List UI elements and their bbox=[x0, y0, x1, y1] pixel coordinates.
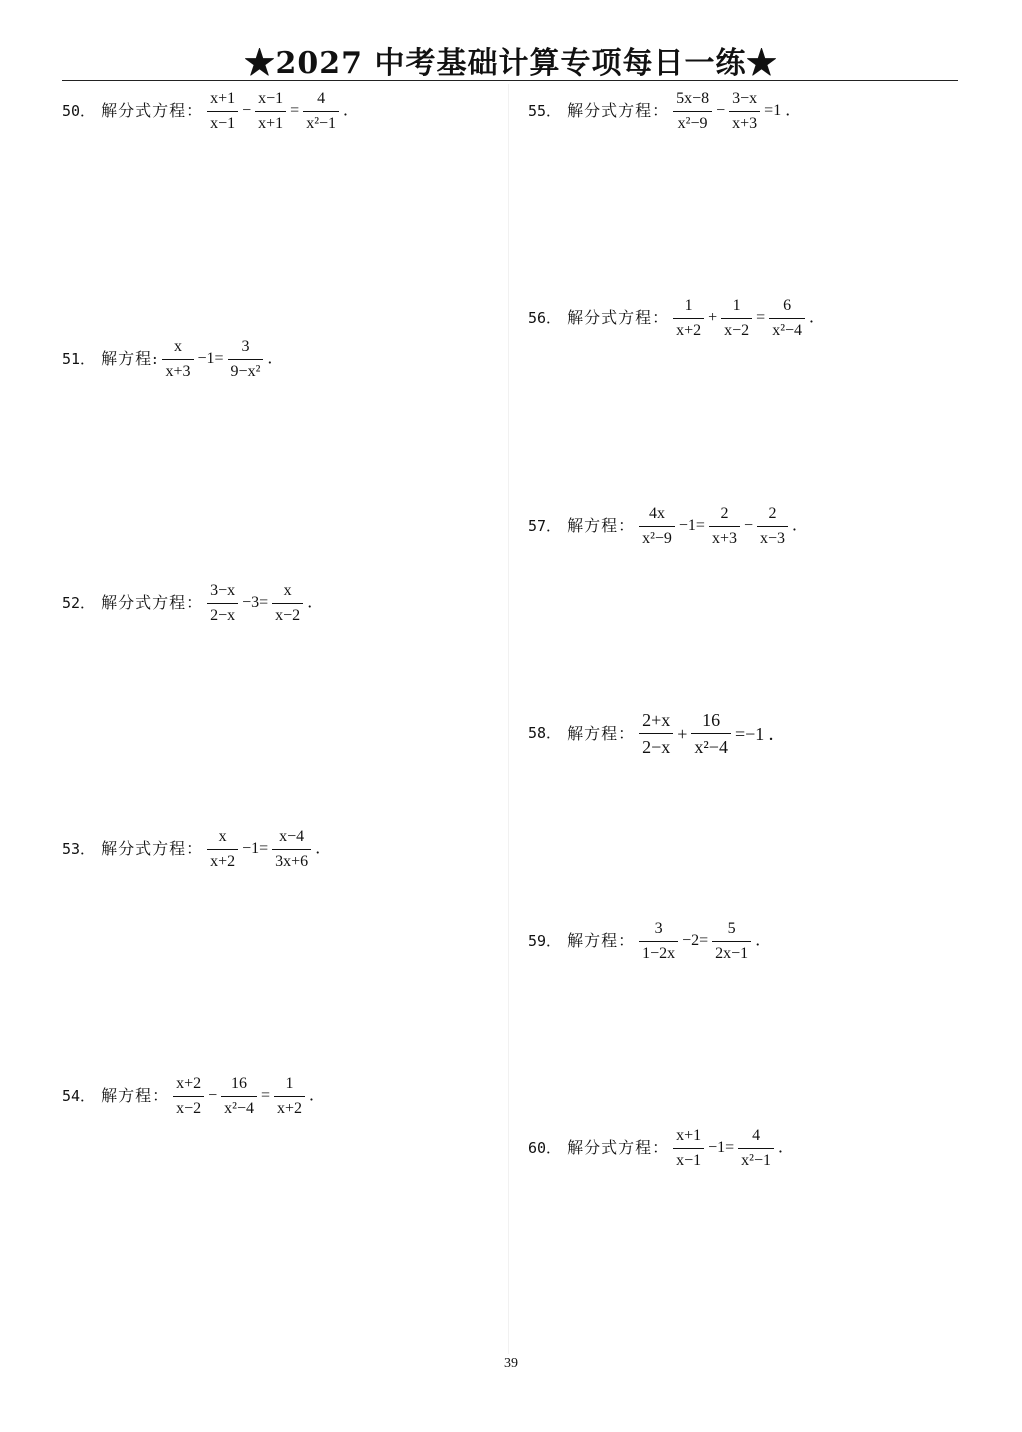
problem-number: 60． bbox=[528, 1138, 562, 1157]
equation bbox=[205, 826, 333, 872]
operator: = bbox=[290, 102, 300, 120]
fraction: $\frac{2}{x-3}$ bbox=[757, 503, 788, 549]
period: ． bbox=[315, 840, 332, 858]
problem-55 bbox=[528, 88, 803, 134]
fraction: $\frac{3-x}{x+3}$ bbox=[729, 88, 760, 134]
problem-number: 53． bbox=[62, 839, 96, 858]
equation bbox=[637, 708, 788, 760]
problem-instruction: 解分式方程： bbox=[101, 101, 204, 121]
problem-54 bbox=[62, 1073, 327, 1119]
problem-instruction: 解分式方程： bbox=[567, 308, 670, 328]
operator: −1= bbox=[678, 517, 705, 535]
problem-instruction: 解方程: bbox=[101, 349, 159, 369]
fraction: $\frac{1}{x+2}$ bbox=[673, 295, 704, 341]
operator: − bbox=[242, 102, 252, 120]
period: ． bbox=[309, 1087, 326, 1105]
period: ． bbox=[809, 309, 826, 327]
period: ． bbox=[768, 723, 787, 744]
equation bbox=[671, 1125, 796, 1171]
period: ． bbox=[785, 102, 802, 120]
problem-number: 58． bbox=[528, 724, 562, 743]
fraction: $\frac{4x}{\text{x²−9}}$ bbox=[639, 503, 675, 549]
problem-instruction: 解分式方程： bbox=[567, 101, 670, 121]
problem-56 bbox=[528, 295, 827, 341]
equation bbox=[205, 88, 361, 134]
fraction: $\frac{x+2}{x-2}$ bbox=[173, 1073, 204, 1119]
period: ． bbox=[267, 350, 284, 368]
fraction: $\frac{3}{\text{9−x²}}$ bbox=[228, 336, 264, 382]
fraction: $\frac{x-4}{3x+6}$ bbox=[272, 826, 311, 872]
period: ． bbox=[792, 517, 809, 535]
fraction: $\frac{3-x}{2-x}$ bbox=[207, 580, 238, 626]
operator: =−1 bbox=[734, 723, 765, 744]
problem-instruction: 解方程： bbox=[101, 1086, 170, 1106]
operator: − bbox=[743, 517, 754, 535]
problem-58 bbox=[528, 708, 788, 760]
operator: + bbox=[677, 723, 688, 744]
operator: −2= bbox=[682, 932, 709, 950]
problem-50 bbox=[62, 88, 361, 134]
period: ． bbox=[307, 594, 324, 612]
problem-60 bbox=[528, 1125, 796, 1171]
operator: = bbox=[260, 1087, 270, 1105]
page-number: 39 bbox=[504, 1356, 518, 1371]
operator: = bbox=[756, 309, 766, 327]
problem-51 bbox=[62, 336, 285, 382]
fraction: $\frac{2+x}{2-x}$ bbox=[639, 708, 673, 760]
equation bbox=[637, 503, 810, 549]
period: ． bbox=[755, 932, 772, 950]
period: ． bbox=[777, 1139, 794, 1157]
fraction: $\frac{3}{1-2x}$ bbox=[639, 918, 678, 964]
fraction: $\frac{1}{x-2}$ bbox=[721, 295, 752, 341]
fraction: $\frac{6}{\text{x²−4}}$ bbox=[769, 295, 805, 341]
fraction: $\frac{x}{x+3}$ bbox=[162, 336, 193, 382]
operator: −3= bbox=[242, 594, 269, 612]
problem-number: 50． bbox=[62, 101, 96, 120]
problem-instruction: 解分式方程： bbox=[101, 839, 204, 859]
operator: −1= bbox=[242, 840, 269, 858]
operator: + bbox=[708, 309, 718, 327]
equation bbox=[637, 918, 773, 964]
fraction: $\frac{2}{x+3}$ bbox=[709, 503, 740, 549]
problem-instruction: 解分式方程： bbox=[567, 1138, 670, 1158]
problem-59 bbox=[528, 918, 773, 964]
fraction: $\frac{x-1}{x+1}$ bbox=[255, 88, 286, 134]
fraction: $\frac{5x-8}{\text{x²−9}}$ bbox=[673, 88, 712, 134]
fraction: $\frac{x}{x+2}$ bbox=[207, 826, 238, 872]
problem-instruction: 解方程： bbox=[567, 931, 636, 951]
operator: −1= bbox=[197, 350, 224, 368]
fraction: $\frac{4}{\text{x²−1}}$ bbox=[303, 88, 339, 134]
problem-52 bbox=[62, 580, 325, 626]
problem-57 bbox=[528, 503, 810, 549]
operator: −1= bbox=[708, 1139, 735, 1157]
header-rule bbox=[62, 80, 958, 81]
column-divider bbox=[508, 84, 509, 1354]
problem-number: 55． bbox=[528, 101, 562, 120]
problem-number: 57． bbox=[528, 516, 562, 535]
problem-instruction: 解方程： bbox=[567, 516, 636, 536]
fraction: $\frac{16}{\text{x²−4}}$ bbox=[691, 708, 731, 760]
fraction: $\frac{4}{\text{x²−1}}$ bbox=[738, 1125, 774, 1171]
equation bbox=[160, 336, 285, 382]
fraction: $\frac{x+1}{x-1}$ bbox=[673, 1125, 704, 1171]
fraction: $\frac{5}{2x-1}$ bbox=[712, 918, 751, 964]
fraction: $\frac{16}{\text{x²−4}}$ bbox=[221, 1073, 257, 1119]
period: ． bbox=[343, 102, 360, 120]
operator: =1 bbox=[764, 102, 782, 120]
operator: − bbox=[716, 102, 726, 120]
problem-number: 56． bbox=[528, 308, 562, 327]
problem-number: 54． bbox=[62, 1086, 96, 1105]
fraction: $\frac{1}{x+2}$ bbox=[274, 1073, 305, 1119]
problem-53 bbox=[62, 826, 333, 872]
equation bbox=[671, 88, 803, 134]
page-title: ★2027 中考基础计算专项每日一练★ bbox=[244, 46, 778, 81]
equation bbox=[171, 1073, 327, 1119]
equation bbox=[671, 295, 827, 341]
problem-number: 52． bbox=[62, 593, 96, 612]
fraction: $\frac{x}{x-2}$ bbox=[272, 580, 303, 626]
problem-instruction: 解分式方程： bbox=[101, 593, 204, 613]
problem-number: 59． bbox=[528, 931, 562, 950]
fraction: $\frac{x+1}{x-1}$ bbox=[207, 88, 238, 134]
operator: − bbox=[208, 1087, 218, 1105]
problem-number: 51． bbox=[62, 349, 96, 368]
equation bbox=[205, 580, 325, 626]
problem-instruction: 解方程： bbox=[567, 723, 636, 743]
